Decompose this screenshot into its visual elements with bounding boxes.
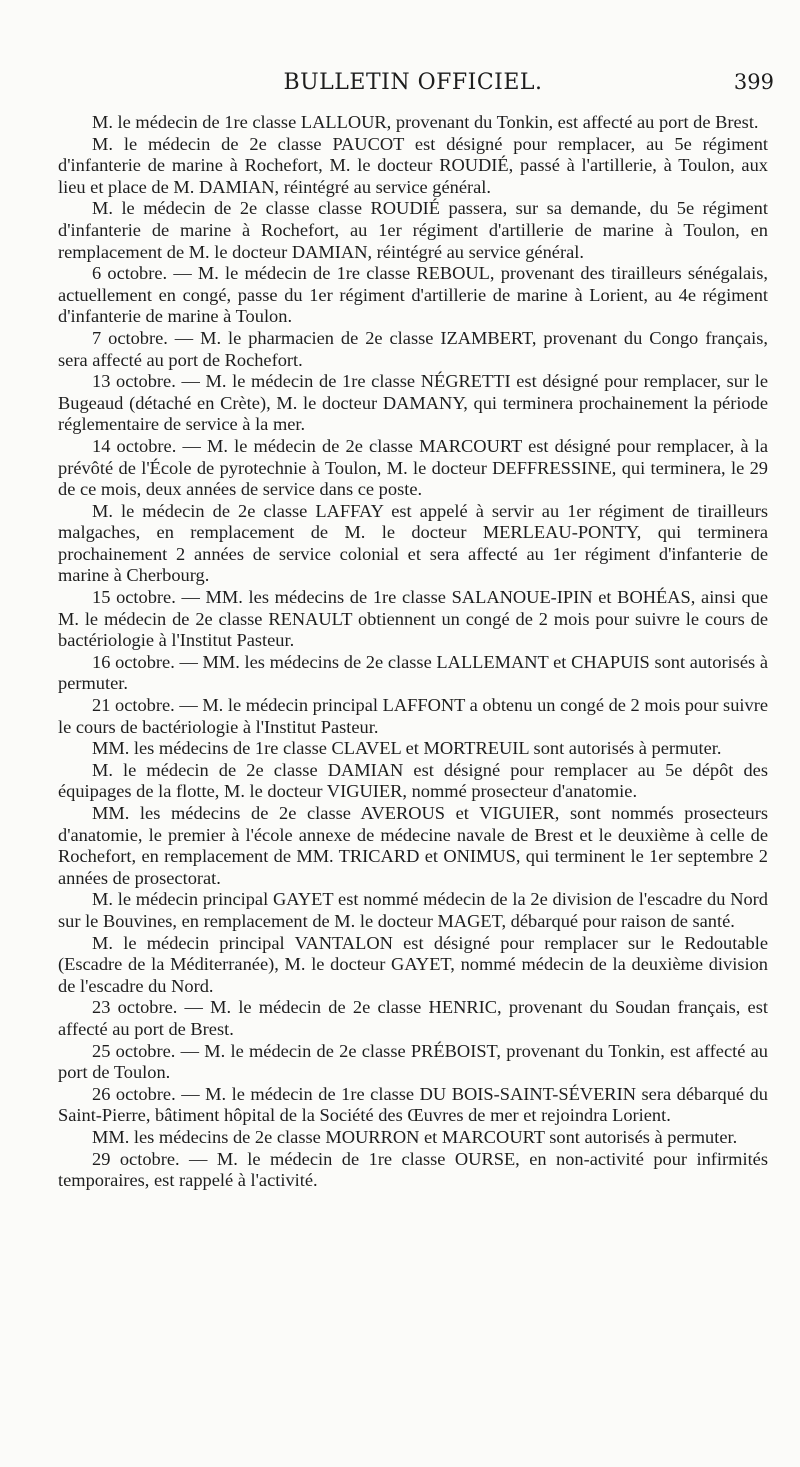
paragraph-6-octobre: 6 octobre. — M. le médecin de 1re classe REBOUL, provenant des tirailleurs sénégalais, actuellement en congé, passe du 1er régiment d'artillerie de marine à Lorient, au 4e régiment d'infanterie de marine à Toulon. <box>58 263 768 327</box>
paragraph-laffay: M. le médecin de 2e classe LAFFAY est appelé à servir au 1er régiment de tirailleurs malgaches, en remplacement de M. le docteur MERLEAU-PONTY, qui terminera prochainement 2 années de service colonial et sera affecté au 1er régiment d'infanterie de marine à Cherbourg. <box>58 500 768 586</box>
paragraph-16-octobre: 16 octobre. — MM. les médecins de 2e classe LALLEMANT et CHAPUIS sont autorisés à permuter. <box>58 651 768 694</box>
page-header <box>58 62 774 102</box>
paragraph-7-octobre: 7 octobre. — M. le pharmacien de 2e classe IZAMBERT, provenant du Congo français, sera affecté au port de Rochefort. <box>58 327 768 370</box>
paragraph-vantalon: M. le médecin principal VANTALON est désigné pour remplacer sur le Redoutable (Escadre de la Méditerranée), M. le docteur GAYET, nommé médecin de la deuxième division de l'escadre du Nord. <box>58 932 768 996</box>
paragraph-averous-viguier: MM. les médecins de 2e classe AVEROUS et VIGUIER, sont nommés prosecteurs d'anatomie, le premier à l'école annexe de médecine navale de Brest et le deuxième à celle de Rochefort, en remplacement de MM. TRICARD et ONIMUS, qui terminent le 1er septembre 2 années de prosectorat. <box>58 803 768 888</box>
paragraph-paucot: M. le médecin de 2e classe PAUCOT est désigné pour remplacer, au 5e régiment d'infanterie de marine à Rochefort, M. le docteur ROUDIÉ, passé à l'artillerie, à Toulon, aux lieu et place de M. DAMIAN, réintégré au service général. <box>58 133 768 197</box>
running-title: BULLETIN OFFICIEL. <box>283 70 543 95</box>
paragraph-29-octobre: 29 octobre. — M. le médecin de 1re classe OURSE, en non-activité pour infirmités temporaires, est rappelé à l'activité. <box>58 1148 768 1191</box>
paragraph-25-octobre: 25 octobre. — M. le médecin de 2e classe PRÉBOIST, provenant du Tonkin, est affecté au port de Toulon. <box>58 1040 768 1083</box>
paragraph-mourron-marcourt: MM. les médecins de 2e classe MOURRON et MARCOURT sont autorisés à permuter. <box>92 1126 738 1147</box>
paragraph-15-octobre: 15 octobre. — MM. les médecins de 1re classe SALANOUE-IPIN et BOHÉAS, ainsi que M. le médecin de 2e classe RENAULT obtiennent un congé de 2 mois pour suivre le cours de bactériologie à l'Institut Pasteur. <box>58 587 768 651</box>
paragraph-21-octobre: 21 octobre. — M. le médecin principal LAFFONT a obtenu un congé de 2 mois pour suivre le cours de bactériologie à l'Institut Pasteur. <box>58 695 768 737</box>
page-number: 399 <box>733 70 774 94</box>
text-body <box>58 112 768 1192</box>
paragraph-roudie: M. le médecin de 2e classe classe ROUDIÉ passera, sur sa demande, du 5e régiment d'infanterie de marine à Rochefort, au 1er régiment d'artillerie de marine à Toulon, en remplacement de M. le docteur DAMIAN, réintégré au service général. <box>58 198 768 262</box>
paragraph-clavel-mortreuil: MM. les médecins de 1re classe CLAVEL et MORTREUIL sont autorisés à permuter. <box>92 738 722 759</box>
paragraph-14-octobre: 14 octobre. — M. le médecin de 2e classe MARCOURT est désigné pour remplacer, à la prévôté de l'École de pyrotechnie à Toulon, M. le docteur DEFFRESSINE, qui terminera, le 29 de ce mois, deux années de service dans ce poste. <box>58 435 768 500</box>
paragraph-23-octobre: 23 octobre. — M. le médecin de 2e classe HENRIC, provenant du Soudan français, est affecté au port de Brest. <box>58 997 768 1039</box>
paragraph-gayet: M. le médecin principal GAYET est nommé médecin de la 2e division de l'escadre du Nord sur le Bouvines, en remplacement de M. le docteur MAGET, débarqué pour raison de santé. <box>58 889 768 931</box>
paragraph-26-octobre: 26 octobre. — M. le médecin de 1re classe DU BOIS-SAINT-SÉVERIN sera débarqué du Saint-Pierre, bâtiment hôpital de la Société des Œuvres de mer et rejoindra Lorient. <box>58 1083 768 1126</box>
paragraph-lallour: M. le médecin de 1re classe LALLOUR, provenant du Tonkin, est affecté au port de Brest. <box>92 112 759 132</box>
paragraph-damian: M. le médecin de 2e classe DAMIAN est désigné pour remplacer au 5e dépôt des équipages de la flotte, M. le docteur VIGUIER, nommé prosecteur d'anatomie. <box>58 759 768 802</box>
paragraph-13-octobre: 13 octobre. — M. le médecin de 1re classe NÉGRETTI est désigné pour remplacer, sur le Bugeaud (détaché en Crète), M. le docteur DAMANY, qui terminera prochainement la période réglementaire de service à la mer. <box>58 371 768 435</box>
